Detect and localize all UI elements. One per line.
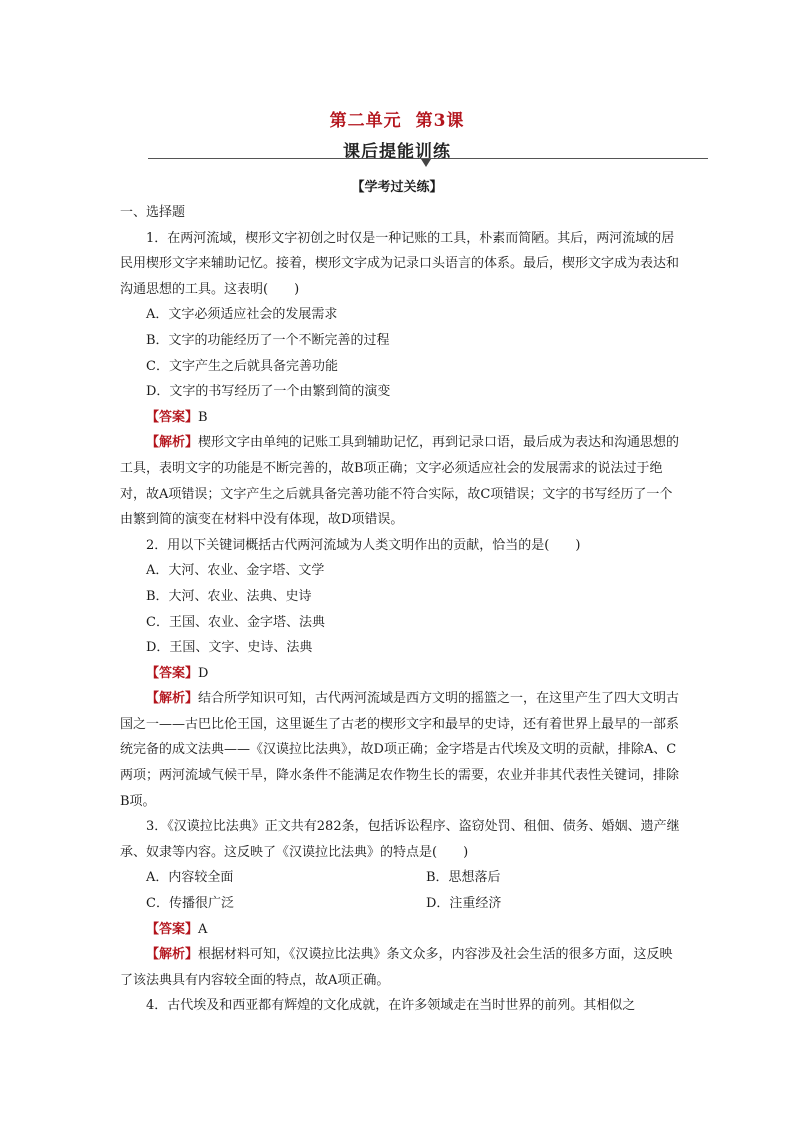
question-2-option-d: D．王国、文字、史诗、法典 <box>146 640 313 656</box>
question-3-option-a: A．内容较全面 <box>146 870 234 886</box>
unit-lesson-title <box>0 106 794 131</box>
question-1-option-b: B．文字的功能经历了一个不断完善的过程 <box>146 332 390 348</box>
question-2-option-c: C．王国、农业、金字塔、法典 <box>146 614 325 630</box>
answer-value: B <box>198 409 208 425</box>
analysis-text: 楔形文字由单纯的记账工具到辅助记忆，再到记录口语，最后成为表达和沟通思想的工具，表明文字的功能是不断完善的，故B项正确；文字必须适应社会的发展需求的说法过于绝对，故A项错误；文字产生之后就具备完善功能不符合实际，故C项错误；文字的书写经历了一个由繁到简的演变在材料中没有体现，故D项错误。 <box>120 435 680 528</box>
question-1-option-d: D．文字的书写经历了一个由繁到简的演变 <box>146 384 391 400</box>
question-3-option-c: C．传播很广泛 <box>146 896 234 912</box>
question-2-answer <box>120 661 680 687</box>
question-2-option-b: B．大河、农业、法典、史诗 <box>146 588 312 604</box>
answer-tag: 【答案】 <box>146 665 199 681</box>
question-3-options-row-2 <box>120 891 680 917</box>
question-3-options-row-1 <box>120 865 680 891</box>
question-2-analysis <box>120 686 680 814</box>
answer-value: D <box>198 665 209 681</box>
question-1-option-c: C．文字产生之后就具备完善功能 <box>146 358 338 374</box>
page-subtitle: 课后提能训练 <box>343 142 451 162</box>
question-3-option-d: D．注重经济 <box>426 896 502 912</box>
question-4-stem: 4．古代埃及和西亚都有辉煌的文化成就，在许多领域走在当时世界的前列。其相似之 <box>146 998 636 1014</box>
question-3-answer <box>120 917 680 943</box>
lesson-label: 第3课 <box>415 111 465 131</box>
section-title: 【学考过关练】 <box>351 180 443 195</box>
analysis-tag: 【解析】 <box>146 691 199 707</box>
analysis-text: 根据材料可知，《汉谟拉比法典》条文众多，内容涉及社会生活的很多方面，这反映了该法典具有内容较全面的特点，故A项正确。 <box>120 947 673 988</box>
question-3-analysis <box>120 942 680 993</box>
question-1-analysis <box>120 430 680 532</box>
analysis-tag: 【解析】 <box>146 435 199 451</box>
question-2-stem: 2．用以下关键词概括古代两河流域为人类文明作出的贡献，恰当的是( ) <box>146 537 581 553</box>
analysis-text: 结合所学知识可知，古代两河流域是西方文明的摇篮之一，在这里产生了四大文明古国之一——古巴比伦王国，这里诞生了古老的楔形文字和最早的史诗，还有着世界上最早的一部系统完备的成文法典——《汉谟拉比法典》，故D项正确；金字塔是古代埃及文明的贡献，排除A、C两项；两河流域气候干旱，降水条件不能满足农作物生长的需要，农业并非其代表性关键词，排除B项。 <box>120 691 680 809</box>
question-1-stem: 1．在两河流域，楔形文字初创之时仅是一种记账的工具，朴素而简陋。其后，两河流域的居民用楔形文字来辅助记忆。接着，楔形文字成为记录口头语言的体系。最后，楔形文字成为表达和沟通思想的工具。这表明( ) <box>120 230 680 297</box>
divider-triangle-icon <box>421 159 431 167</box>
part-title: 一、选择题 <box>120 205 186 220</box>
question-3-stem: 3．《汉谟拉比法典》正文共有282条，包括诉讼程序、盗窃处罚、租佃、债务、婚姻、遗产继承、奴隶等内容。这反映了《汉谟拉比法典》的特点是( ) <box>120 819 680 860</box>
question-content <box>120 200 680 1019</box>
answer-value: A <box>198 921 208 937</box>
question-1-answer <box>120 405 680 431</box>
analysis-tag: 【解析】 <box>146 947 199 963</box>
question-2-option-a: A．大河、农业、金字塔、文学 <box>146 563 325 579</box>
unit-label: 第二单元 <box>329 111 402 131</box>
answer-tag: 【答案】 <box>146 409 199 425</box>
question-1-option-a: A．文字必须适应社会的发展需求 <box>146 307 338 323</box>
question-3-option-b: B．思想落后 <box>426 870 501 886</box>
answer-tag: 【答案】 <box>146 921 199 937</box>
